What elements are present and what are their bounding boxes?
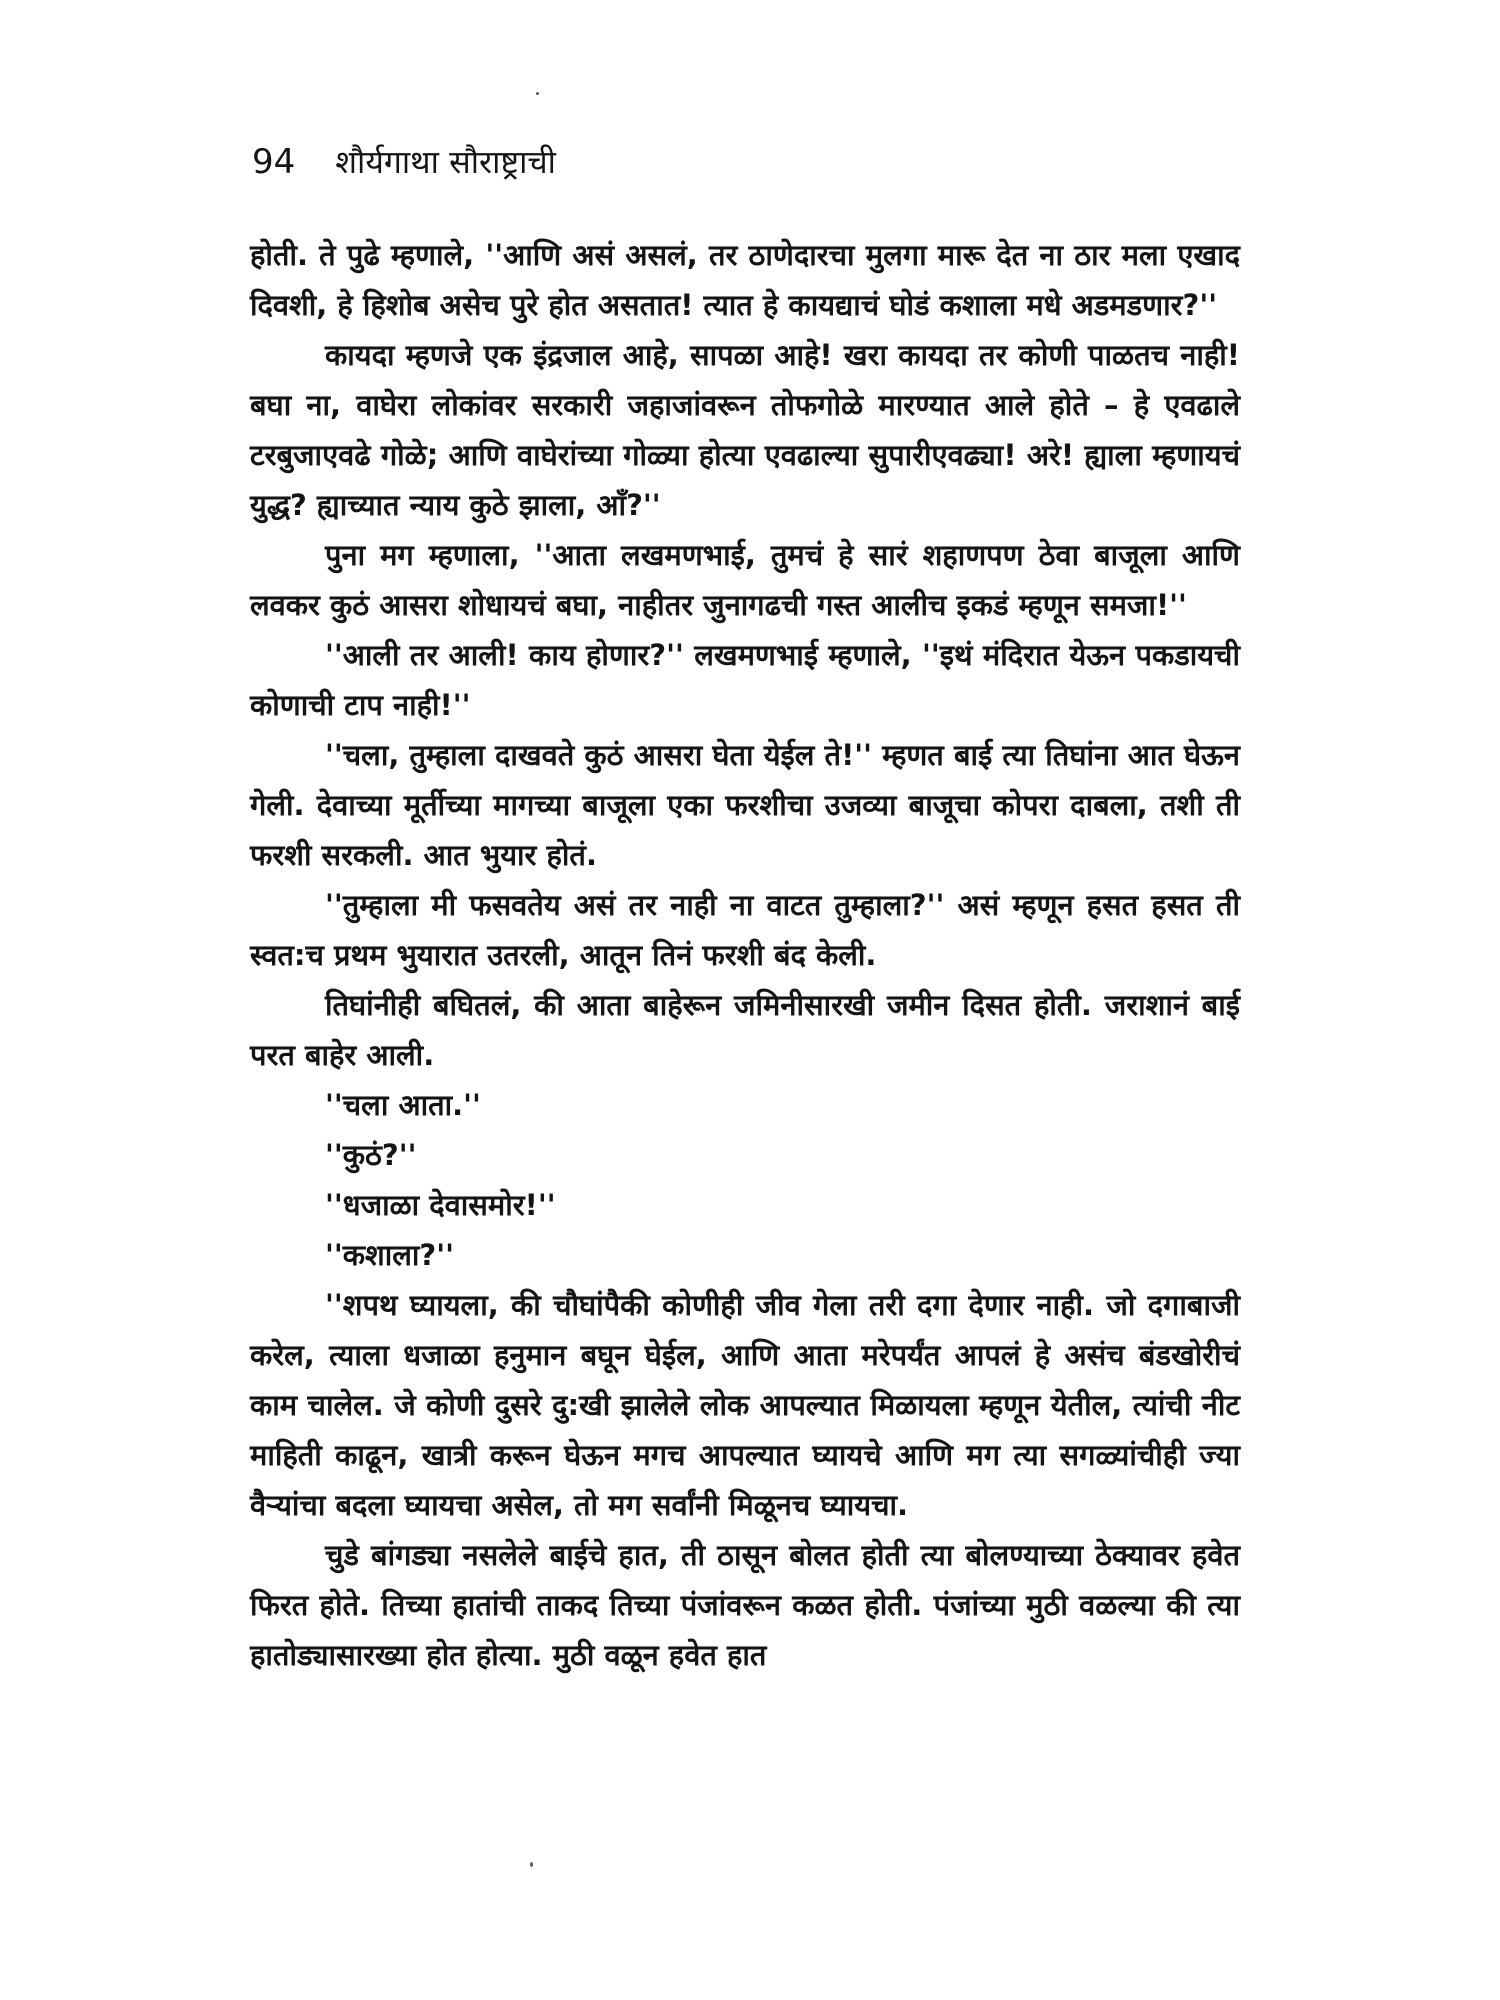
- paragraph-13: चुडे बांगड्या नसलेले बाईचे हात, ती ठासून बोलत होती त्या बोलण्याच्या ठेक्यावर हवेत फिरत होते. तिच्या हातांची ताकद तिच्या पंजांवरून कळत होती. पंजांच्या मुठी वळल्या की त्या हातोड्यासारख्या होत होत्या. मुठी वळून हवेत हात: [250, 1538, 1240, 1672]
- paragraph-9: ''कुठं?'': [325, 1138, 417, 1172]
- paragraph-5: ''चला, तुम्हाला दाखवते कुठं आसरा घेता येईल ते!'' म्हणत बाई त्या तिघांना आत घेऊन गेली. देवाच्या मूर्तीच्या मागच्या बाजूला एका फरशीचा उजव्या बाजूचा कोपरा दाबला, तशी ती फरशी सरकली. आत भुयार होतं.: [250, 738, 1240, 872]
- paragraph-8: ''चला आता.'': [325, 1088, 481, 1122]
- paragraph-12: ''शपथ घ्यायला, की चौघांपैकी कोणीही जीव गेला तरी दगा देणार नाही. जो दगाबाजी करेल, त्याला धजाळा हनुमान बघून घेईल, आणि आता मरेपर्यंत आपलं हे असंच बंडखोरीचं काम चालेल. जे कोणी दुसरे दु:खी झालेले लोक आपल्यात मिळायला म्हणून येतील, त्यांची नीट माहिती काढून, खात्री करून घेऊन मगच आपल्यात घ्यायचे आणि मग त्या सगळ्यांचीही ज्या वैऱ्यांचा बदला घ्यायचा असेल, तो मग सर्वांनी मिळूनच घ्यायचा.: [250, 1288, 1240, 1522]
- body-text: [250, 230, 1240, 1680]
- paragraph-6: ''तुम्हाला मी फसवतेय असं तर नाही ना वाटत तुम्हाला?'' असं म्हणून हसत हसत ती स्वत:च प्रथम भुयारात उतरली, आतून तिनं फरशी बंद केली.: [250, 888, 1240, 972]
- paragraph-2: कायदा म्हणजे एक इंद्रजाल आहे, सापळा आहे! खरा कायदा तर कोणी पाळतच नाही! बघा ना, वाघेरा लोकांवर सरकारी जहाजांवरून तोफगोळे मारण्यात आले होते – हे एवढाले टरबुजाएवढे गोळे; आणि वाघेरांच्या गोळ्या होत्या एवढाल्या सुपारीएवढ्या! अरे! ह्याला म्हणायचं युद्ध? ह्याच्यात न्याय कुठे झाला, आँ?'': [250, 338, 1240, 522]
- running-title: शौर्यगाथा सौराष्ट्राची: [335, 143, 556, 181]
- paragraph-7: तिघांनीही बघितलं, की आता बाहेरून जमिनीसारखी जमीन दिसत होती. जराशानं बाई परत बाहेर आली.: [250, 988, 1240, 1072]
- scan-speck-top: [536, 92, 539, 95]
- page-number: 94: [252, 142, 296, 182]
- paragraph-10: ''धजाळा देवासमोर!'': [325, 1188, 556, 1222]
- paragraph-3: पुना मग म्हणाला, ''आता लखमणभाई, तुमचं हे सारं शहाणपण ठेवा बाजूला आणि लवकर कुठं आसरा शोधायचं बघा, नाहीतर जुनागढची गस्त आलीच इकडं म्हणून समजा!'': [250, 538, 1240, 622]
- paragraph-1: होती. ते पुढे म्हणाले, ''आणि असं असलं, तर ठाणेदारचा मुलगा मारू देत ना ठार मला एखाद दिवशी, हे हिशोब असेच पुरे होत असतात! त्यात हे कायद्याचं घोडं कशाला मधे अडमडणार?'': [250, 238, 1240, 322]
- page-header: [252, 140, 1252, 200]
- paragraph-4: ''आली तर आली! काय होणार?'' लखमणभाई म्हणाले, ''इथं मंदिरात येऊन पकडायची कोणाची टाप नाही!'': [250, 638, 1240, 722]
- scan-speck-bottom: [530, 1862, 533, 1867]
- paragraph-11: ''कशाला?'': [325, 1238, 455, 1272]
